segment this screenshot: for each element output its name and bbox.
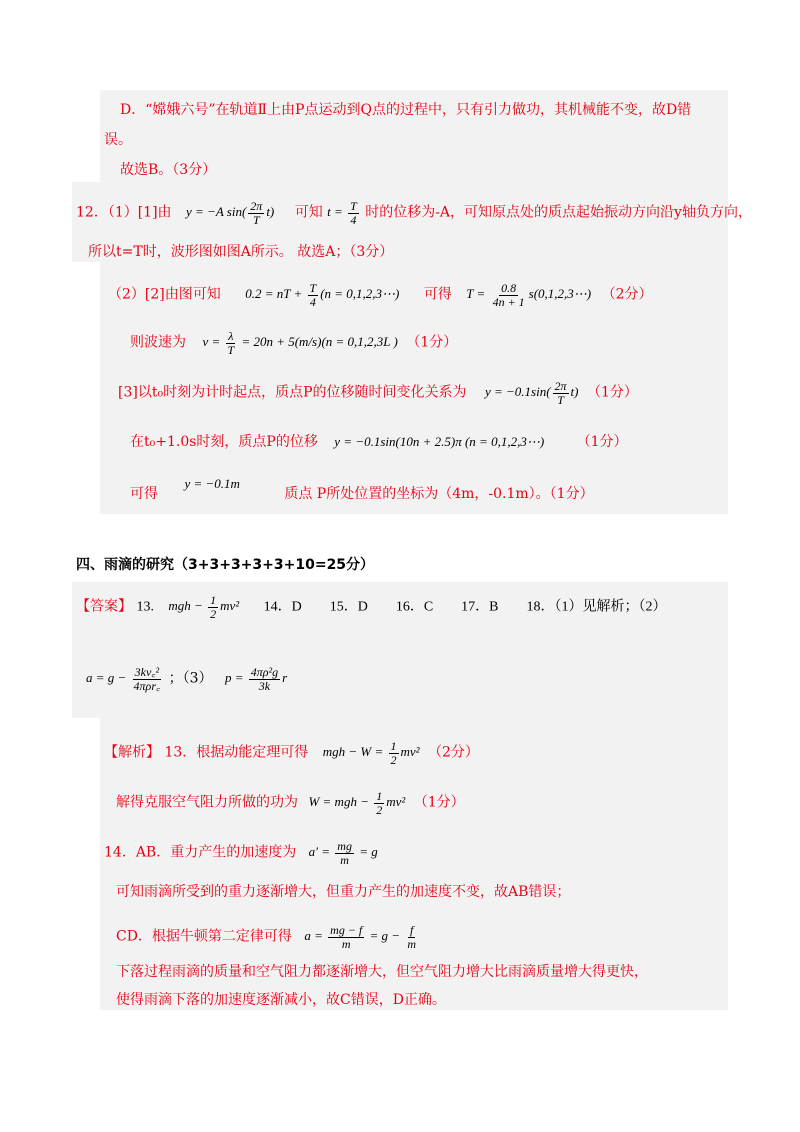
formula-answer-p: p = $\frac{\text{4πρ²g}}{3k}$ r (224, 665, 288, 693)
a14-prefix: 14．AB．重力产生的加速度为 (104, 844, 297, 861)
formula-answer-13: mgh − $\frac{1}{2}$ mv² (168, 593, 240, 621)
q12-p3-line3-prefix: 可得 (130, 486, 158, 502)
formula-work: W = mgh − $\frac{1}{2}$ mv² (308, 789, 406, 817)
q12-p3-prefix: [3]以t₀时刻为计时起点，质点P的位移随时间变化关系为 (118, 384, 467, 401)
a14-line2: 可知雨滴所受到的重力逐渐增大，但重力产生的加速度不变，故AB错误； (116, 884, 571, 900)
formula-period: T = $\frac{0.8}{4n + 1}$ s(0,1,2,3⋯) (466, 281, 592, 309)
q12-p3-line2-prefix: 在t₀+1.0s时刻，质点P的位移 (130, 434, 318, 450)
analysis-line3 (104, 840, 378, 867)
formula-y-value: y = −0.1m (184, 476, 240, 491)
answer-line2 (86, 666, 287, 693)
formula-energy: mgh − W = $\frac{1}{2}$ mv² (322, 739, 420, 767)
q12-p2-prefix: （2）[2]由图可知 (108, 286, 221, 303)
analysis-work-mark: （1分） (413, 794, 465, 811)
q12-p3-line2 (130, 432, 628, 452)
answer-line1 (76, 594, 667, 621)
q12-p1-mid: 可知 (294, 204, 323, 221)
q12-p2-line2 (130, 330, 457, 357)
answer-sep: ；（3） (168, 670, 213, 687)
formula-displacement-t0: y = −0.1sin(10n + 2.5)π (n = 0,1,2,3⋯) (334, 434, 545, 449)
formula-answer-acc: a = g − $\frac{\text{3kv꜀²}}{\text{4πρr꜀}}$ (86, 665, 161, 693)
analysis-13-mark: （2分） (428, 744, 479, 761)
analysis-line1 (104, 740, 479, 767)
answer-tag: 【答案】 (76, 598, 132, 615)
q12-p2-mid: 可得 (423, 286, 452, 303)
q12-p1-prefix: 12．（1）[1]由 (76, 204, 172, 221)
q12-p1-tail: 时的位移为-A，可知原点处的质点起始振动方向沿y轴负方向， (365, 204, 752, 221)
q11-d-line1: D．“嫦娥六号”在轨道Ⅱ上由P点运动到Q点的过程中，只有引力做功，其机械能不变，故D错 (120, 102, 692, 118)
answer-rest: 14．D 15．D 16．C 17．B 18．（1）见解析；（2） (263, 599, 667, 615)
analysis-tag: 【解析】 (104, 744, 160, 761)
analysis-line2 (116, 790, 465, 817)
q12-p2-speed-prefix: 则波速为 (130, 334, 186, 351)
formula-newton: a = $\frac{mg - f}{m}$ = g − $\frac{f}{m}$ (304, 923, 416, 951)
q12-p3-line3 (130, 476, 594, 504)
analysis-line5 (116, 924, 420, 951)
q12-p1-line2: 所以t=T时，波形图如图A所示。 故选A；（3分） (88, 244, 394, 260)
a14-line4: 下落过程雨滴的质量和空气阻力都逐渐增大，但空气阻力增大比雨滴质量增大得更快， (116, 964, 648, 980)
answer-13: 13. (136, 599, 154, 615)
q12-p3-line3-tail: 质点 P所处位置的坐标为（4m，-0.1m）。（1分） (284, 486, 594, 502)
formula-y-asin: y = −A sin( $\frac{2\pi}{T}$ t) (186, 199, 275, 227)
formula-displacement-time: y = −0.1sin( $\frac{2\pi}{T}$ t) (484, 379, 579, 407)
q12-p1-line1 (76, 200, 752, 227)
q12-p2-mark: （2分） (601, 286, 653, 303)
a14-line5: 使得雨滴下落的加速度逐渐减小，故C错误，D正确。 (116, 992, 446, 1008)
q11-choose: 故选B。（3分） (120, 162, 217, 178)
q12-p3-line1 (118, 380, 638, 407)
formula-t-quarter: t = $\frac{T}{4}$ (327, 199, 357, 227)
q12-p3-mark: （1分） (586, 384, 638, 401)
q12-p2-speed-mark: （1分） (406, 334, 458, 351)
formula-distance: 0.2 = nT + $\frac{T}{4}$ (n = 0,1,2,3⋯) (245, 281, 400, 309)
formula-speed: v = $\frac{\lambda}{T}$ = 20n + 5(m/s)(n = 0,1,2,3L ) (202, 329, 398, 357)
analysis-work: 解得克服空气阻力所做的功为 (116, 794, 298, 811)
section-heading: 四、雨滴的研究（3+3+3+3+3+10=25分） (76, 557, 375, 573)
q11-d-line2: 误。 (104, 132, 132, 148)
q12-p2-line1 (108, 282, 653, 309)
analysis-13: 13．根据动能定理可得 (164, 744, 309, 761)
q12-p3-line2-mark: （1分） (576, 434, 628, 450)
formula-gravity-acc: a′ = $\frac{mg}{m}$ = g (308, 839, 378, 867)
a14-cd: CD．根据牛顿第二定律可得 (116, 928, 292, 945)
